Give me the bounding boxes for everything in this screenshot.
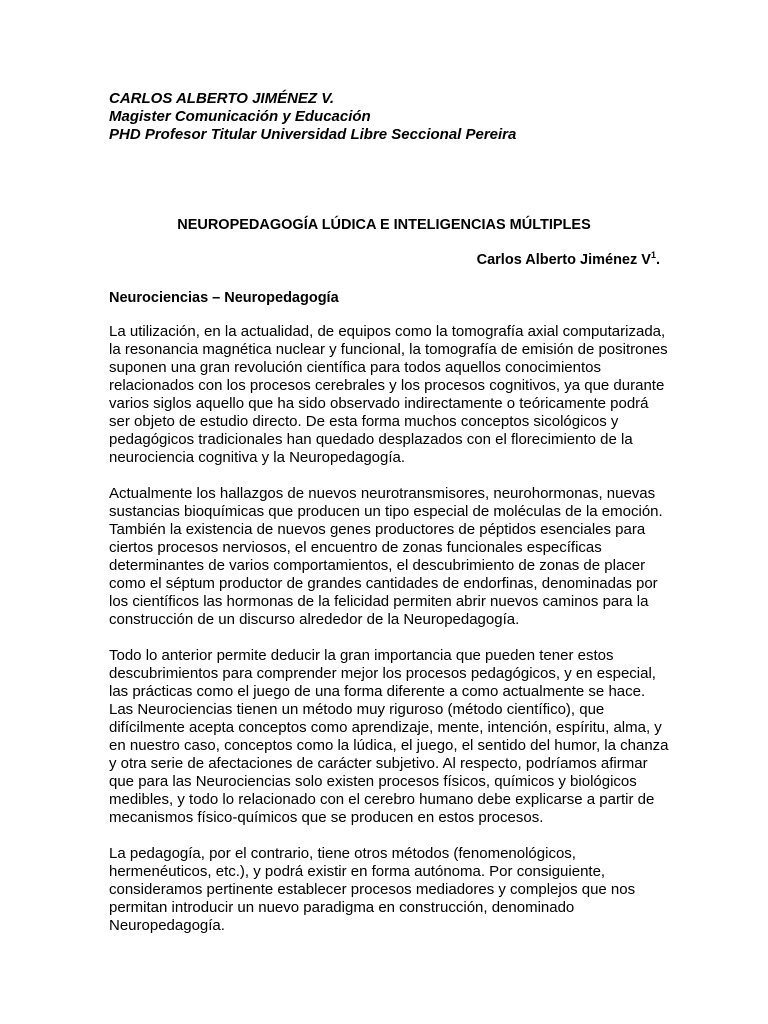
author-block — [109, 90, 516, 144]
author-degree: Magister Comunicación y Educación — [109, 108, 371, 125]
paragraph: La pedagogía, por el contrario, tiene otros métodos (fenomenológicos, hermenéuticos, etc.), y podrá existir en forma autónoma. Por consiguiente, consideramos pertinente establecer procesos mediadores y complejos que nos permitan introducir un nuevo paradigma en construcción, denominado Neuropedagogía. — [109, 845, 636, 934]
byline — [300, 251, 660, 269]
paragraph: La utilización, en la actualidad, de equipos como la tomografía axial computarizada, la resonancia magnética nuclear y funcional, la tomografía de emisión de positrones suponen una gran revolución científica para todos aquellos conocimientos relacionados con los procesos cerebrales y los procesos cognitivos, ya que durante varios siglos aquello que ha sido observado indirectamente o teóricamente podrá ser objeto de estudio directo. De esta forma muchos conceptos sicológicos y pedagógicos tradicionales han quedado desplazados con el florecimiento de la neurociencia cognitiva y la Neuropedagogía. — [109, 323, 668, 466]
section-heading: Neurociencias – Neuropedagogía — [109, 290, 339, 306]
byline-suffix: . — [655, 252, 660, 268]
footnote-marker[interactable]: 1 — [650, 250, 656, 261]
paragraph: Actualmente los hallazgos de nuevos neurotransmisores, neurohormonas, nuevas sustancias bioquímicas que producen un tipo especial de moléculas de la emoción. También la existencia de nuevos genes productores de péptidos esenciales para ciertos procesos nerviosos, el encuentro de zonas funcionales específicas determinantes de varios comportamientos, el descubrimiento de zonas de placer como el séptum productor de grandes cantidades de endorfinas, denominadas por los científicos las hormonas de la felicidad permiten abrir nuevos caminos para la construcción de un discurso alrededor de la Neuropedagogía. — [109, 485, 663, 628]
paragraph: Todo lo anterior permite deducir la gran importancia que pueden tener estos descubrimientos para comprender mejor los procesos pedagógicos, y en especial, las prácticas como el juego de una forma diferente a como actualmente se hace. Las Neurociencias tienen un método muy riguroso (método científico), que difícilmente acepta conceptos como aprendizaje, mente, intención, espíritu, alma, y en nuestro caso, conceptos como la lúdica, el juego, el sentido del humor, la chanza y otra serie de afectaciones de carácter subjetivo. Al respecto, podríamos afirmar que para las Neurociencias solo existen procesos físicos, químicos y biológicos medibles, y todo lo relacionado con el cerebro humano debe explicarse a partir de mecanismos físico-químicos que se producen en estos procesos. — [109, 647, 669, 826]
document-title: NEUROPEDAGOGÍA LÚDICA E INTELIGENCIAS MÚLTIPLES — [177, 217, 591, 233]
byline-name: Carlos Alberto Jiménez V — [476, 252, 651, 268]
author-position: PHD Profesor Titular Universidad Libre Seccional Pereira — [109, 126, 517, 143]
author-name: CARLOS ALBERTO JIMÉNEZ V. — [109, 90, 335, 107]
body-text — [109, 323, 669, 953]
